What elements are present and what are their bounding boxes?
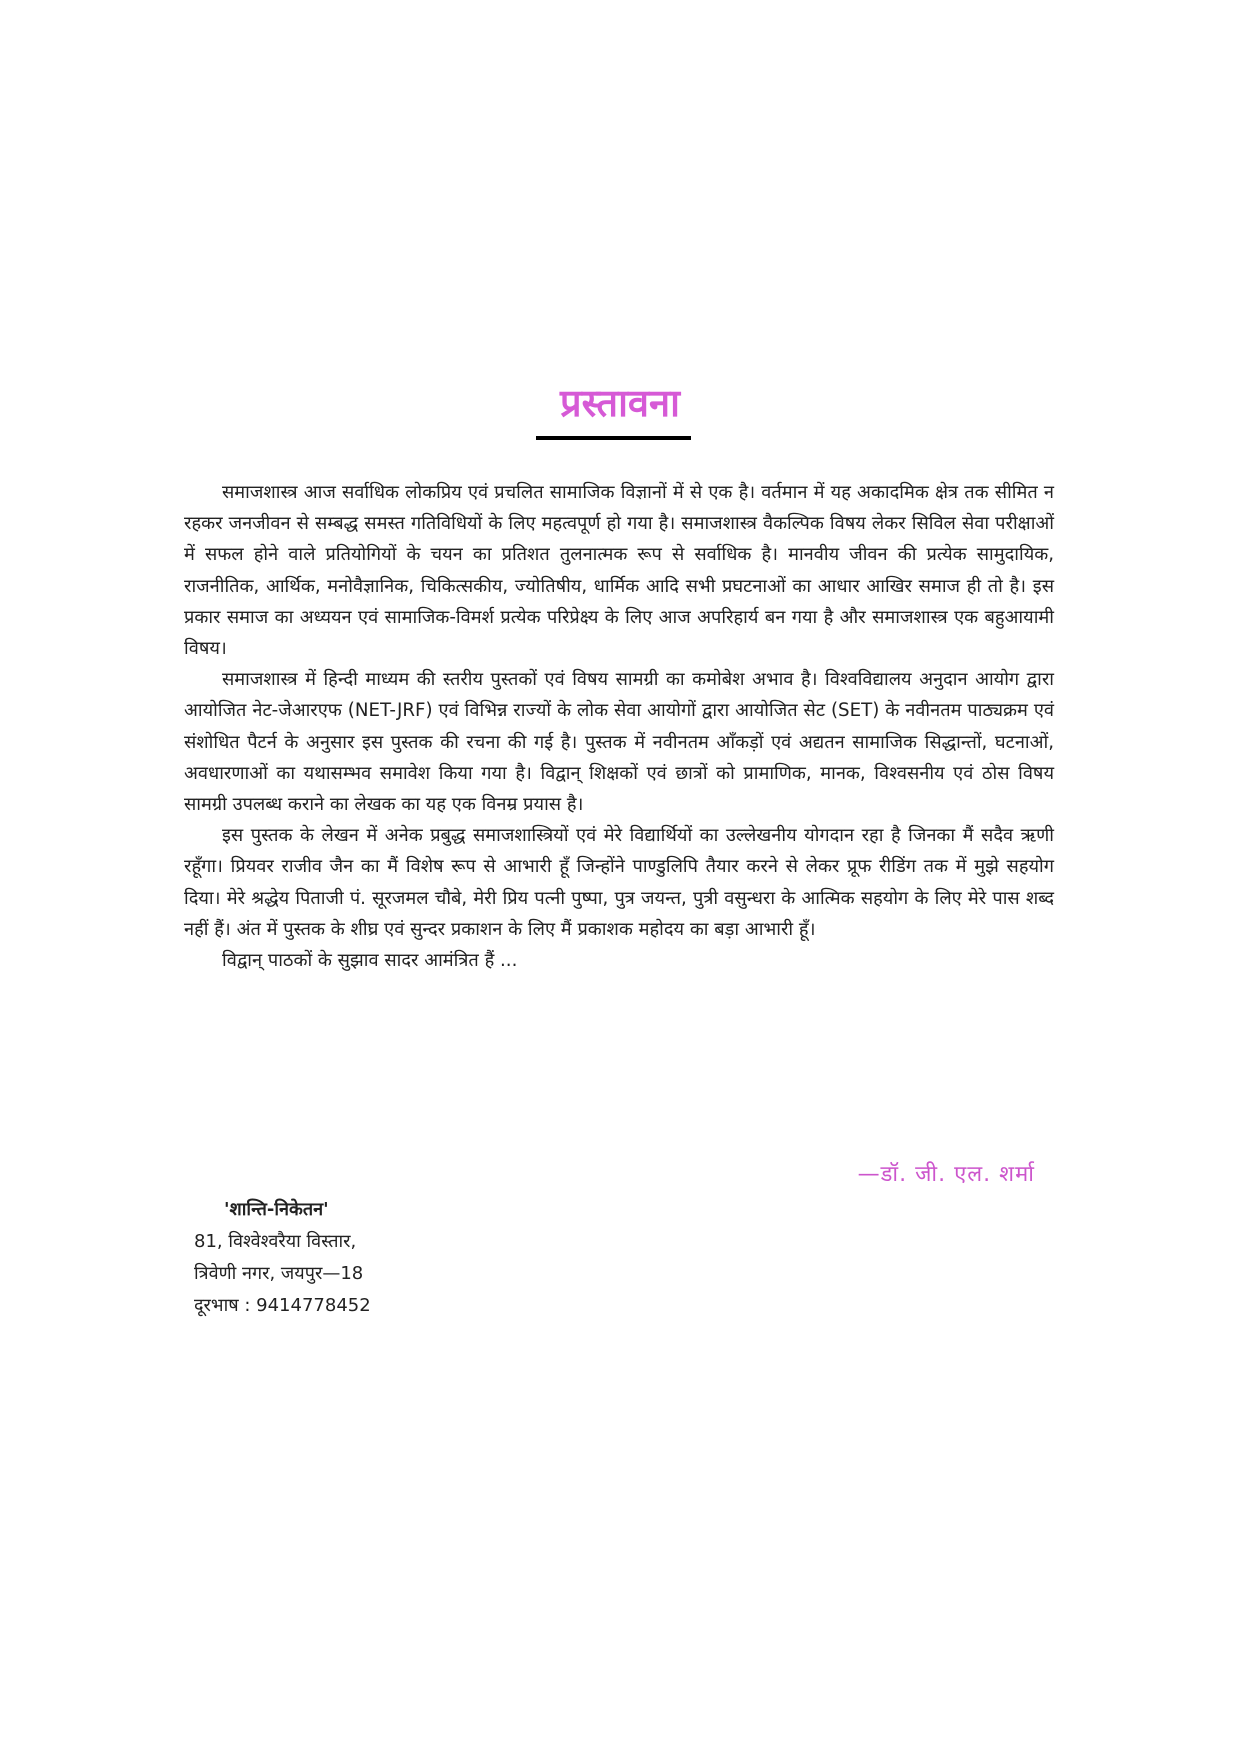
address-name: 'शान्ति-निकेतन' — [224, 1199, 329, 1220]
address-phone: दूरभाष : 9414778452 — [194, 1295, 371, 1316]
author-signature: —डॉ. जी. एल. शर्मा — [857, 1162, 1035, 1187]
paragraph-4: विद्वान् पाठकों के सुझाव सादर आमंत्रित हैं ... — [222, 950, 518, 972]
title-underline — [536, 436, 691, 440]
author-address — [194, 1194, 371, 1322]
page-title: प्रस्तावना — [560, 381, 680, 425]
address-line-1: 81, विश्वेश्वरैया विस्तार, — [194, 1231, 357, 1252]
paragraph-1: समाजशास्त्र आज सर्वाधिक लोकप्रिय एवं प्रचलित सामाजिक विज्ञानों में से एक है। वर्तमान में यह अकादमिक क्षेत्र तक सीमित न रहकर जनजीवन से सम्बद्ध समस्त गतिविधियों के लिए महत्वपूर्ण हो गया है। समाजशास्त्र वैकल्पिक विषय लेकर सिविल सेवा परीक्षाओं में सफल होने वाले प्रतियोगियों के चयन का प्रतिशत तुलनात्मक रूप से सर्वाधिक है। मानवीय जीवन की प्रत्येक सामुदायिक, राजनीतिक, आर्थिक, मनोवैज्ञानिक, चिकित्सकीय, ज्योतिषीय, धार्मिक आदि सभी प्रघटनाओं का आधार आखिर समाज ही तो है। इस प्रकार समाज का अध्ययन एवं सामाजिक-विमर्श प्रत्येक परिप्रेक्ष्य के लिए आज अपरिहार्य बन गया है और समाजशास्त्र एक बहुआयामी विषय। — [184, 482, 1054, 660]
address-line-2: त्रिवेणी नगर, जयपुर—18 — [194, 1263, 364, 1284]
paragraph-2: समाजशास्त्र में हिन्दी माध्यम की स्तरीय पुस्तकों एवं विषय सामग्री का कमोबेश अभाव है। विश्वविद्यालय अनुदान आयोग द्वारा आयोजित नेट-जेआरएफ (NET-JRF) एवं विभिन्न राज्यों के लोक सेवा आयोगों द्वारा आयोजित सेट (SET) के नवीनतम पाठ्यक्रम एवं संशोधित पैटर्न के अनुसार इस पुस्तक की रचना की गई है। पुस्तक में नवीनतम आँकड़ों एवं अद्यतन सामाजिक सिद्धान्तों, घटनाओं, अवधारणाओं का यथासम्भव समावेश किया गया है। विद्वान् शिक्षकों एवं छात्रों को प्रामाणिक, मानक, विश्वसनीय एवं ठोस विषय सामग्री उपलब्ध कराने का लेखक का यह एक विनम्र प्रयास है। — [184, 669, 1054, 816]
paragraph-3: इस पुस्तक के लेखन में अनेक प्रबुद्ध समाजशास्त्रियों एवं मेरे विद्यार्थियों का उल्लेखनीय योगदान रहा है जिनका मैं सदैव ऋणी रहूँगा। प्रियवर राजीव जैन का मैं विशेष रूप से आभारी हूँ जिन्होंने पाण्डुलिपि तैयार करने से लेकर प्रूफ रीडिंग तक में मुझे सहयोग दिया। मेरे श्रद्धेय पिताजी पं. सूरजमल चौबे, मेरी प्रिय पत्नी पुष्पा, पुत्र जयन्त, पुत्री वसुन्धरा के आत्मिक सहयोग के लिए मेरे पास शब्द नहीं हैं। अंत में पुस्तक के शीघ्र एवं सुन्दर प्रकाशन के लिए मैं प्रकाशक महोदय का बड़ा आभारी हूँ। — [184, 825, 1054, 940]
preface-body — [184, 477, 1054, 976]
